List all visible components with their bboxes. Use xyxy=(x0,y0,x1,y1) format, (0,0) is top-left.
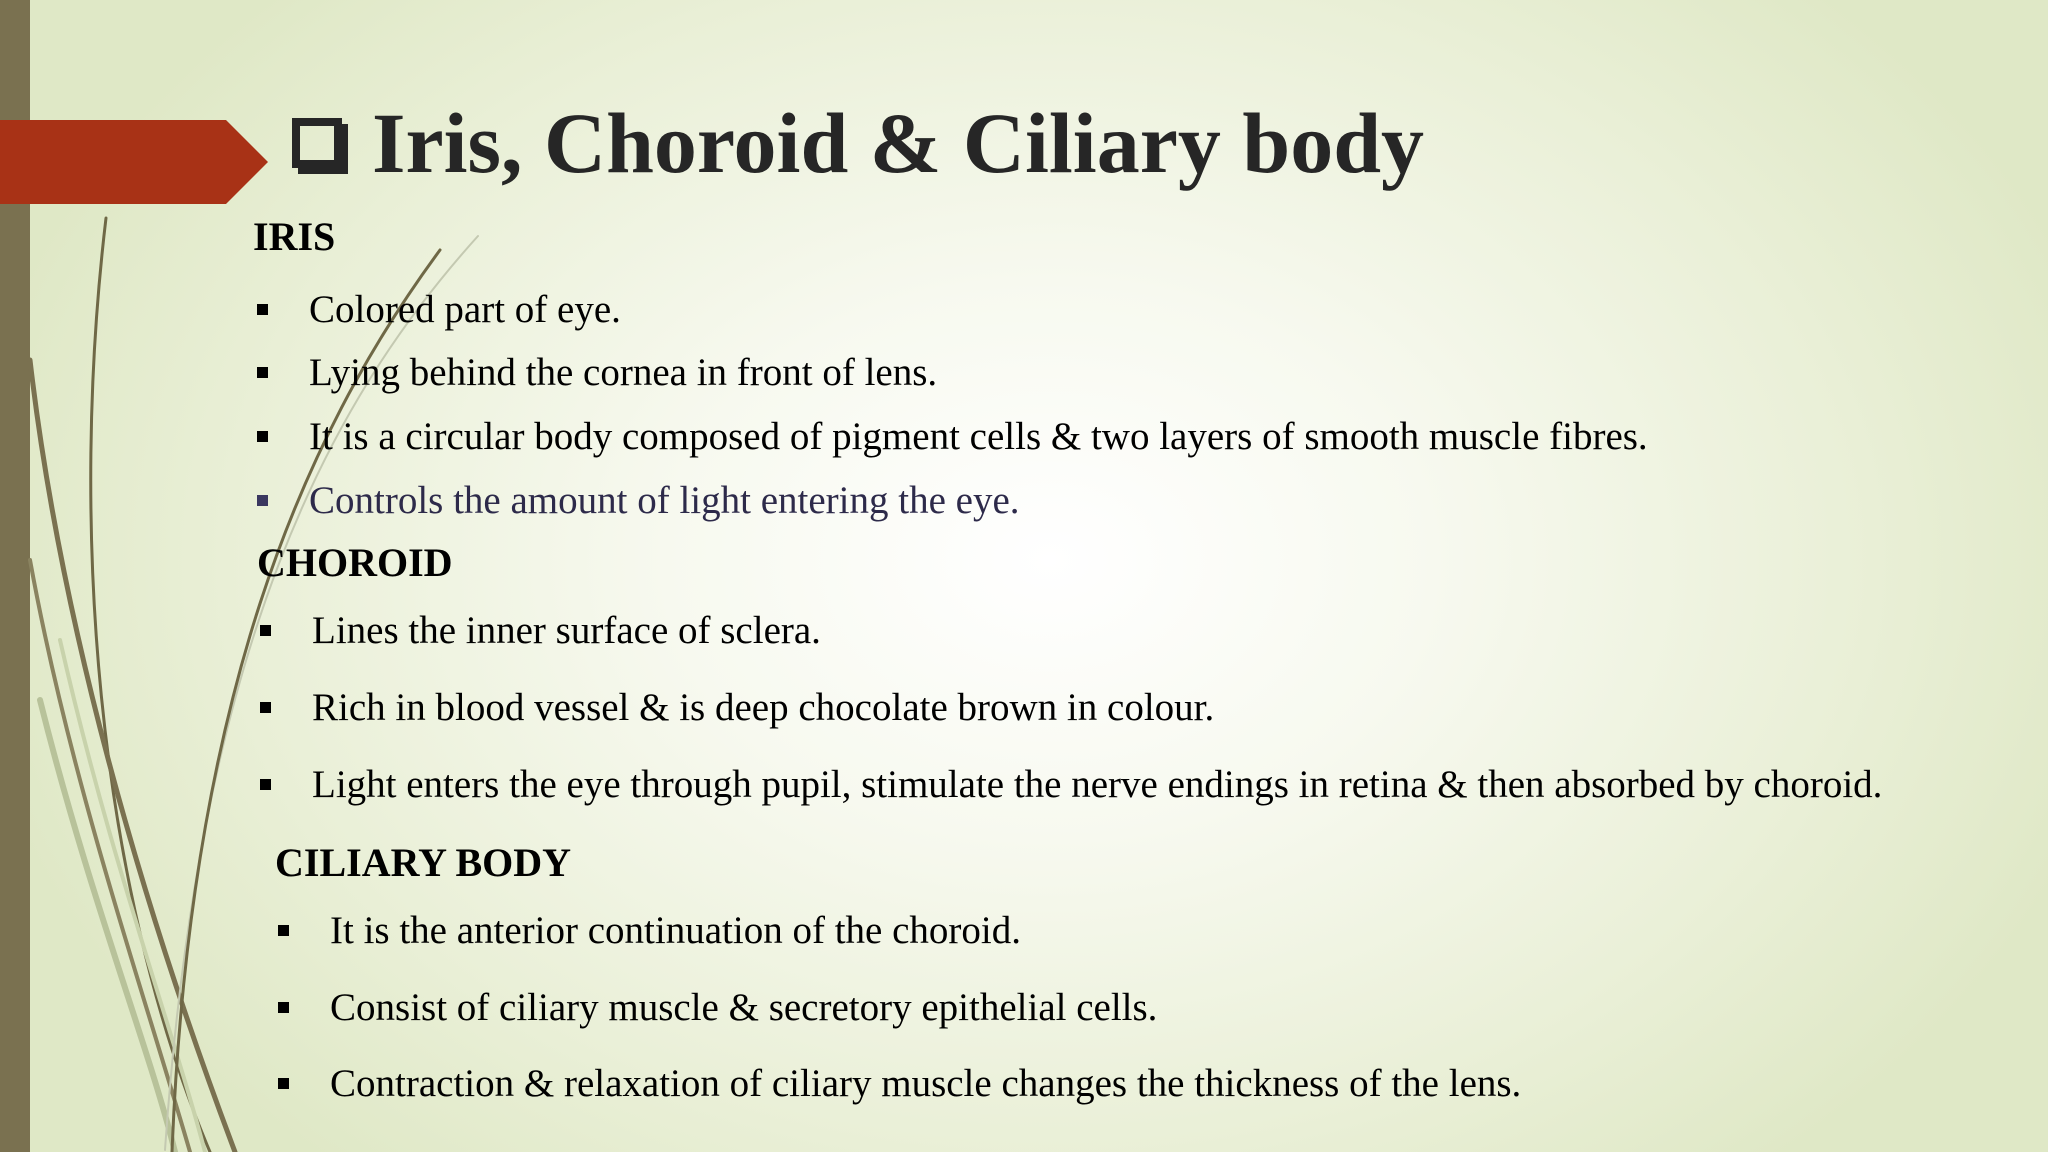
square-bullet-icon xyxy=(257,367,268,378)
list-item xyxy=(260,611,821,650)
list-item-text: Contraction & relaxation of ciliary muscle changes the thickness of the lens. xyxy=(330,1062,1522,1105)
square-bullet-icon xyxy=(260,625,271,636)
list-item xyxy=(278,988,1157,1027)
square-bullet-icon xyxy=(257,431,268,442)
list-item-text: Rich in blood vessel & is deep chocolate brown in colour. xyxy=(312,686,1215,729)
title-arrow-banner xyxy=(0,120,268,204)
list-item-text: It is the anterior continuation of the choroid. xyxy=(330,909,1021,952)
list-item-text: Controls the amount of light entering the eye. xyxy=(309,479,1020,522)
list-item-text: Consist of ciliary muscle & secretory epithelial cells. xyxy=(330,986,1158,1029)
list-item xyxy=(257,290,621,329)
list-item xyxy=(260,688,1214,727)
list-item-text: Colored part of eye. xyxy=(309,288,621,331)
list-item xyxy=(278,1064,1521,1103)
list-item-text: Lying behind the cornea in front of lens. xyxy=(309,351,938,394)
section-heading-iris: IRIS xyxy=(253,214,336,259)
slide-title-text: Iris, Choroid & Ciliary body xyxy=(372,95,1425,191)
section-heading-ciliary-body: CILIARY BODY xyxy=(275,840,572,885)
list-item xyxy=(257,417,1648,456)
slide-title xyxy=(292,95,1425,191)
list-item-text: Lines the inner surface of sclera. xyxy=(312,609,821,652)
square-bullet-icon xyxy=(278,925,289,936)
list-item xyxy=(260,765,1882,804)
list-item xyxy=(278,911,1021,950)
square-bullet-icon xyxy=(260,779,271,790)
square-bullet-icon xyxy=(257,304,268,315)
square-bullet-icon xyxy=(278,1002,289,1013)
square-bullet-icon xyxy=(260,702,271,713)
hollow-square-checkbox-icon xyxy=(292,118,342,168)
list-item xyxy=(257,353,937,392)
list-item-text: Light enters the eye through pupil, stimulate the nerve endings in retina & then absorbed by choroid. xyxy=(312,763,1883,806)
square-bullet-icon xyxy=(257,495,268,506)
list-item-text: It is a circular body composed of pigment cells & two layers of smooth muscle fibres. xyxy=(309,415,1648,458)
square-bullet-icon xyxy=(278,1078,289,1089)
section-heading-choroid: CHOROID xyxy=(257,540,453,585)
list-item xyxy=(257,481,1020,520)
